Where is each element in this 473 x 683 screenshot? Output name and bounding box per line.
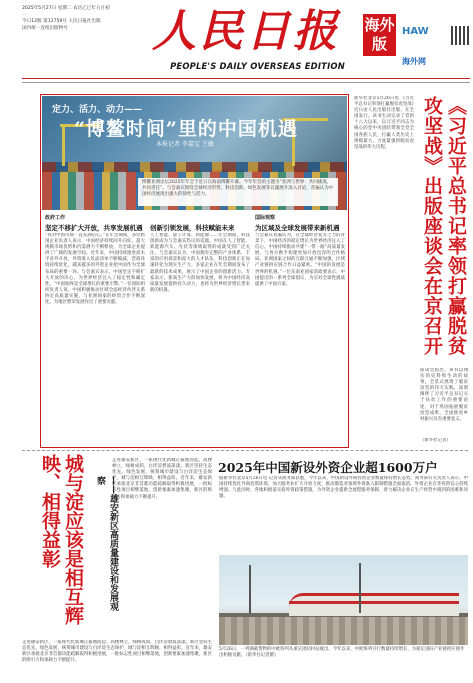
brand-english: PEOPLE'S DAILY OVERSEAS EDITION	[170, 61, 345, 71]
feature-subhead-1: 坚定不移扩大开放，共享发展机遇	[45, 224, 143, 232]
feature-byline: 本报记者 李嘉宝 王敏	[156, 141, 214, 148]
app-label: 海外网	[402, 57, 426, 66]
masthead-rule-thin	[22, 82, 470, 83]
feature-intro: 博鳌亚洲论坛2025年年会于近日在海南博鳌开幕。今年年会的主题为“亚洲与世界：共同挑战，共同责任”。与会嘉宾围绕全球经济形势、科技创新、绿色发展等议题展开深入讨论，普遍认为中国经济展现出强大的韧性与活力。	[138, 178, 338, 206]
feature-subhead-3: 为区域及全球发展带来新机遇	[255, 224, 340, 232]
lower-left-body-col: 走进雄安新区，一座现代化新城正拔地而起。高楼林立，绿树成荫，白洋淀碧波荡漾。新区坚持生态优先、绿色发展，统筹城市建设与白洋淀生态保护，城与淀相互辉映、相得益彰。近年来，雄安新区承接北京非首都功能疏解取得积极进展，一批标志性项目相继落地，创新要素加速集聚，新区的吸引力和承载力不断提升。	[112, 458, 212, 500]
feature-headline[interactable]: “博鳌时间”里的中国机遇	[74, 118, 298, 140]
haw-logo-icon: HAW	[402, 26, 429, 37]
lower-left-body: 走进雄安新区，一座现代化新城正拔地而起。高楼林立，绿树成荫，白洋淀碧波荡漾。新区坚持生态优先、绿色发展，统筹城市建设与白洋淀生态保护，城与淀相互辉映、相得益彰。近年来，雄安新区承接北京非首都功能疏解取得积极进展，一批标志性项目相继落地，创新要素加速集聚，新区的吸引力和承载力不断提升。	[22, 640, 212, 664]
page-count: 今日12版	[22, 19, 42, 25]
right-intro-text: 新华社北京5月26日电 《习近平总书记率领打赢脱贫攻坚战》近日由人民出版社出版，在全国发行。该书生动记录了党的十八大以来，以习近平同志为核心的党中央团结带领全党全国各族人民，打赢人类历史上规模最大、力度最强的脱贫攻坚战的伟大历程。	[354, 96, 414, 150]
section-divider	[22, 450, 468, 451]
serial-number: 国内统一连续出版物号	[22, 25, 68, 31]
issue-number: 第12759号	[43, 19, 67, 25]
feature-body-1: “我对中国市场一直充满信心。”在年会期间，多位跨国企业负责人表示，中国经济持续回升向好，超大规模市场优势和内需潜力不断释放，为全球企业提供了广阔的发展空间。近年来，中国持续推进高水平对外开放，外资准入负面清单不断缩减，营商环境持续优化，越来越多的外资企业把中国作为全球布局的重要一环。与会嘉宾表示，中国坚定不移扩大开放的决心，为世界经济注入了稳定性和确定性。“中国始终是全球增长的重要引擎。”一位国际组织负责人说。中国积极推动区域全面经济伙伴关系协定高质量实施，与亚洲国家的经贸合作不断深化，为地区繁荣发展作出了重要贡献。	[45, 233, 145, 306]
feature-body-2: 人工智能、量子计算、新能源……年会期间，科技创新成为与会嘉宾热议的话题。中国在人工智能、新能源汽车、光伏等领域取得的成就受到广泛关注。与会嘉宾认为，中国拥有完整的产业体系、丰富的应用场景和庞大的人才队伍，科技创新正在加速转化为现实生产力。多家企业在年会期间发布了最新的技术成果，展示了中国企业的创新活力。专家表示，新质生产力的加快发展，将为中国经济高质量发展提供持久动力，也将为世界经济增长带来新的机遇。	[150, 233, 250, 293]
section-label: 政府工作	[45, 215, 66, 221]
train-photo-caption: 5月26日，一列满载货物的中欧班列从重庆团结村站驶出。今年以来，中欧班列开行数量持续增长，为稳定国际产业链供应链作出积极贡献。（新华社记者摄）	[219, 647, 465, 658]
masthead-rule	[22, 78, 470, 79]
right-vertical-headline[interactable]: 《习近平总书记率领打赢脱贫攻坚战》出版座谈会在京召开	[421, 96, 467, 356]
feature-kicker: 定力、活力、动力——	[52, 105, 143, 115]
section-label: 国际观察	[255, 215, 276, 221]
date: 2025年5月27日	[22, 6, 57, 11]
publisher: 人民日报社出版	[68, 19, 101, 25]
lower-left-headline[interactable]: 城与淀应该是相互辉映、相得益彰	[39, 454, 84, 625]
lower-right-headline[interactable]: 2025年中国新设外资企业超1600万户	[218, 460, 438, 475]
masthead-info	[22, 6, 112, 32]
feature-body-3: 与会嘉宾普遍认为，在全球经济复苏乏力的背景下，中国经济的稳定增长为世界经济注入了信心。中国持续推动共建“一带一路”高质量发展，与各方携手构建更加开放包容的合作格局。亚洲国家之间的互联互通不断加强，区域产业链供应链合作日益紧密。“中国的发展是世界的机遇。”一位东南亚国家前政要表示，中国提出的一系列全球倡议，为应对全球性挑战提供了中国方案。	[255, 233, 345, 287]
weekday: 星期二	[57, 6, 72, 11]
feature-subhead-2: 创新引领发展，科技赋能未来	[150, 224, 235, 232]
right-credit: （新华社记者）	[420, 438, 451, 443]
qr-code-icon	[451, 26, 470, 45]
train-photo	[219, 555, 468, 645]
newspaper-logo: 人民日报	[152, 6, 340, 57]
right-more-text: 座谈会指出，该书以翔实的史料和生动的故事，全景式展现了脱贫攻坚的伟大实践，深刻阐释了习近平总书记关于扶贫工作的重要论述，对于巩固拓展脱贫攻坚成果、全面推进乡村振兴具有重要意义。	[420, 368, 468, 422]
edition-badge: 海外版	[363, 14, 396, 56]
lunar-date: 农历乙巳年五月初一	[22, 6, 110, 18]
lower-right-body: 据新华社北京5月26日电 记者从商务部获悉，今年以来，中国新设外商投资企业数量保持增长态势。商务部有关负责人表示，中国持续优化外商投资环境，加大服务业扩大开放力度，推动制造业领域外资准入限制措施全面取消，外资企业在华投资信心持续增强。与此同时，各地积极落实稳外资政策措施，为外资企业提供全流程服务保障，着力解决企业在生产经营中遇到的困难和问题。	[219, 476, 468, 500]
lower-left-subhead: ——雄安新区高质量建设和发展观察	[95, 476, 118, 611]
